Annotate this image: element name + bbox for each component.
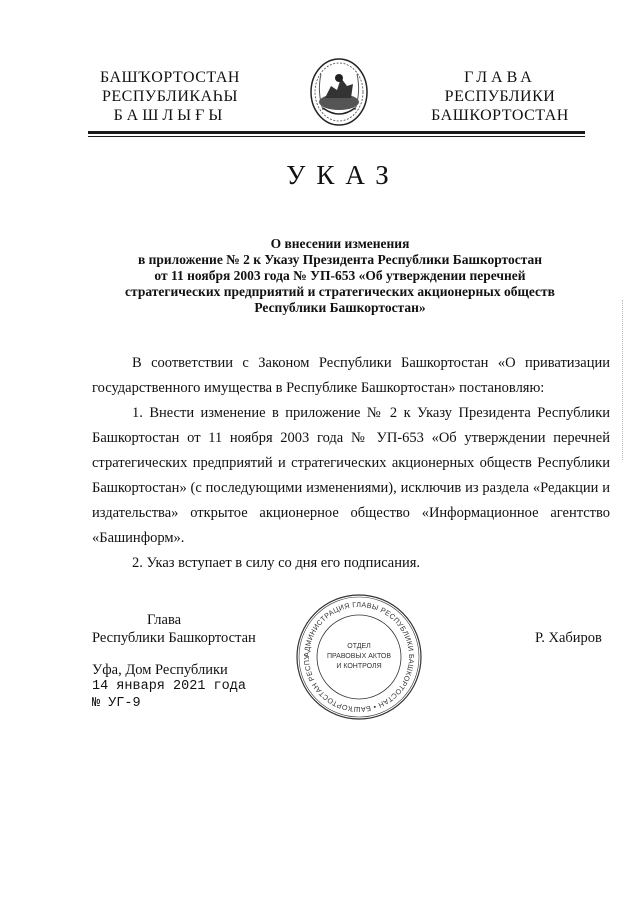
- stamp-ring-text: АДМИНИСТРАЦИЯ ГЛАВЫ РЕСПУБЛИКИ БАШКОРТОСТАН • БАШҠОРТОСТАН РЕСПУ: [301, 599, 417, 715]
- header-divider-thick: [88, 131, 585, 134]
- signatory-name: Р. Хабиров: [535, 630, 602, 646]
- stamp-center-line-3: И КОНТРОЛЯ: [336, 663, 382, 670]
- paragraph-item-1: 1. Внести изменение в приложение № 2 к Указу Президента Республики Башкортостан от 11 ноября 2003 года № УП-653 «Об утверждении перечней стратегических предприятий и стратегических акционерных обществ Республики Башкортостан» (с последующими изменениями), исключив из раздела «Редакции и издательства» открытое акционерное общество «Информационное агентство «Башинформ».: [92, 405, 610, 546]
- stamp-center-line-2: ПРАВОВЫХ АКТОВ: [326, 653, 392, 660]
- scan-edge-artifact: [622, 300, 633, 460]
- header-divider-thin: [88, 136, 585, 137]
- document-subject: [110, 236, 570, 316]
- signing-place: Уфа, Дом Республики: [92, 662, 228, 678]
- header-left-line-3: БАШЛЫҒЫ: [113, 107, 227, 124]
- signature-position: [92, 611, 272, 647]
- header-right-line-3: БАШКОРТОСТАН: [431, 107, 569, 124]
- header-left-line-2: РЕСПУБЛИКАҺЫ: [102, 88, 238, 105]
- subject-line-4: стратегических предприятий и стратегических акционерных обществ: [125, 284, 555, 299]
- decree-number: № УГ-9: [92, 696, 141, 711]
- subject-line-1: О внесении изменения: [270, 236, 410, 251]
- stamp-center-line-1: ОТДЕЛ: [347, 643, 371, 650]
- header-left-line-1: БАШҠОРТОСТАН: [100, 69, 240, 86]
- header-right-block: [420, 68, 580, 125]
- header-left-block: [95, 68, 245, 125]
- paragraph-preamble: В соответствии с Законом Республики Башкортостан «О приватизации государственного имущества в Республике Башкортостан» постановляю:: [92, 355, 610, 396]
- signing-date: 14 января 2021 года: [92, 679, 246, 694]
- header-right-line-2: РЕСПУБЛИКИ: [444, 88, 556, 105]
- signature-position-line-1: Глава: [147, 612, 182, 628]
- document-title: УКАЗ: [286, 160, 400, 190]
- subject-line-2: в приложение № 2 к Указу Президента Республики Башкортостан: [137, 252, 543, 267]
- official-stamp: [294, 592, 424, 722]
- signature-position-line-2: Республики Башкортостан: [92, 630, 256, 646]
- subject-line-3: от 11 ноября 2003 года № УП-653 «Об утверждении перечней: [154, 268, 526, 283]
- header-right-line-1: ГЛАВА: [464, 69, 536, 86]
- bashkortostan-emblem-icon: [309, 56, 369, 128]
- paragraph-item-2: 2. Указ вступает в силу со дня его подписания.: [132, 555, 421, 571]
- subject-line-5: Республики Башкортостан»: [254, 300, 426, 315]
